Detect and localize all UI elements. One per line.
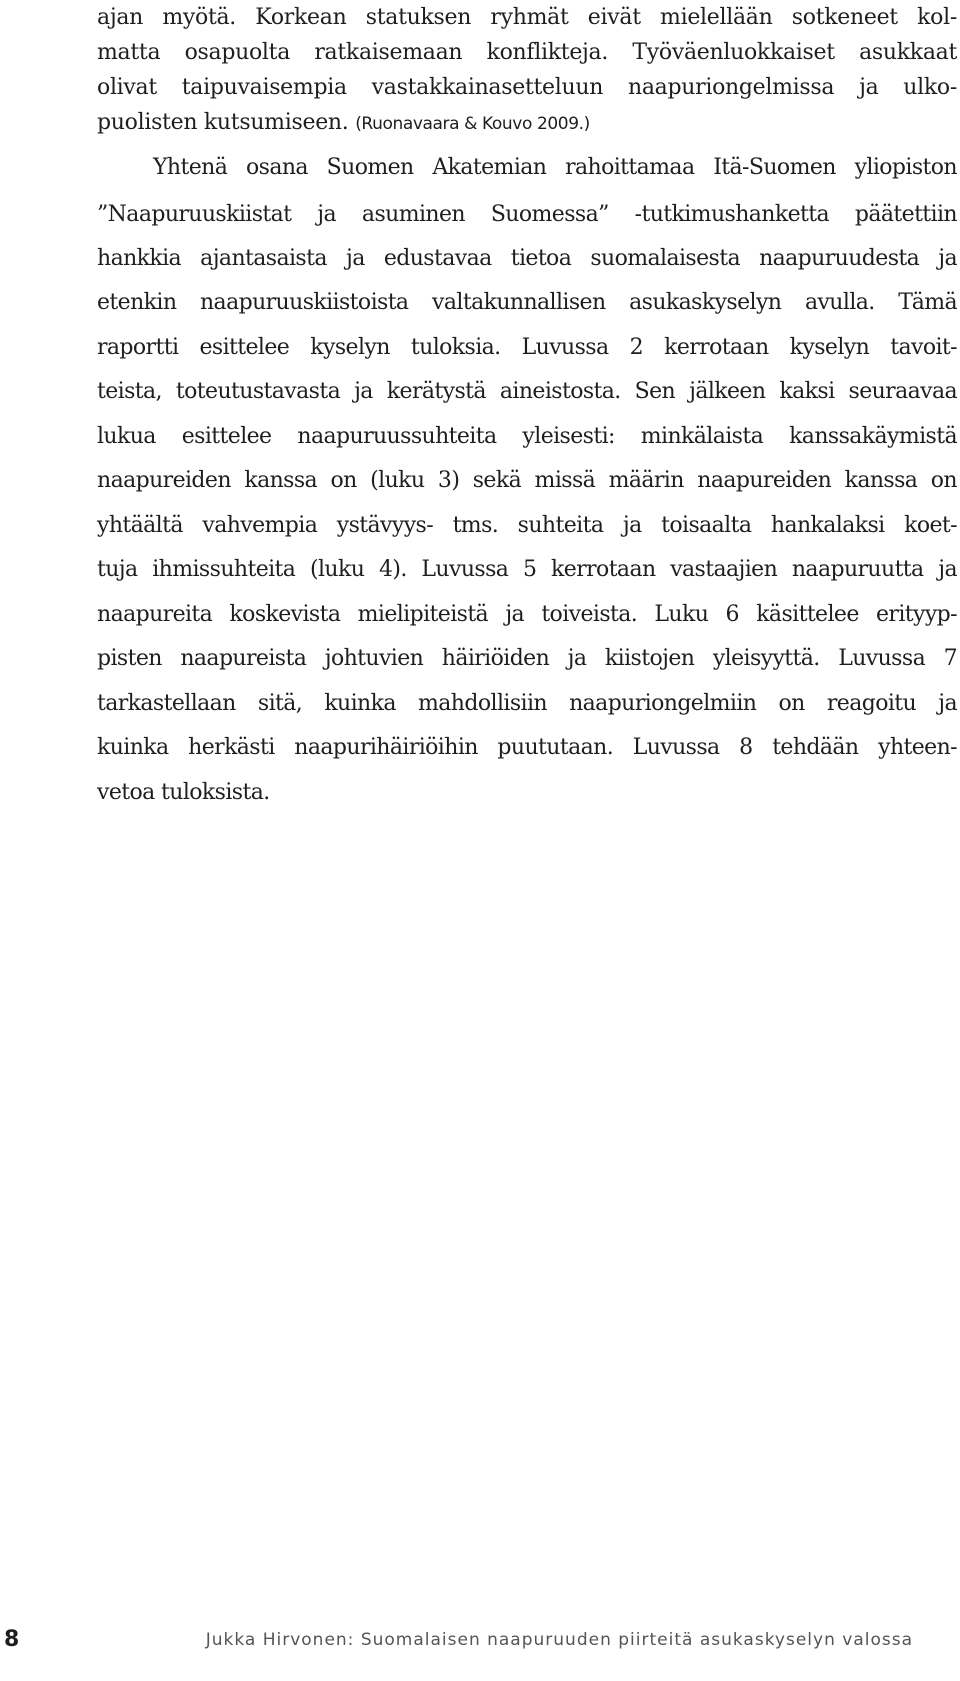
text-line: naapureiden kanssa on (luku 3) sekä missä määrin naapureiden kanssa on [97, 468, 957, 493]
text-line: vetoa tuloksista. [97, 780, 270, 805]
text-line: Yhtenä osana Suomen Akatemian rahoittamaa Itä-Suomen yliopiston [153, 155, 957, 180]
text-line: lukua esittelee naapuruussuhteita yleisesti: minkälaista kanssakäymistä [97, 424, 957, 449]
paragraph-1 [97, 0, 957, 140]
text-line: yhtäältä vahvempia ystävyys- tms. suhteita ja toisaalta hankalaksi koet- [97, 513, 957, 538]
text-line: ajan myötä. Korkean statuksen ryhmät eivät mielellään sotkeneet kol- [97, 5, 957, 30]
text-line: teista, toteutustavasta ja kerätystä aineistosta. Sen jälkeen kaksi seuraavaa [97, 379, 957, 404]
page-number: 8 [4, 1627, 20, 1652]
text-line: matta osapuolta ratkaisemaan konflikteja. Työväenluokkaiset asukkaat [97, 40, 957, 65]
citation: (Ruonavaara & Kouvo 2009.) [355, 114, 590, 134]
text-line: naapureita koskevista mielipiteistä ja toiveista. Luku 6 käsittelee erityyp- [97, 602, 957, 627]
text-line-content: puolisten kutsumiseen. [97, 110, 349, 135]
text-line: etenkin naapuruuskiistoista valtakunnallisen asukaskyselyn avulla. Tämä [97, 290, 957, 315]
text-line: kuinka herkästi naapurihäiriöihin puututaan. Luvussa 8 tehdään yhteen- [97, 735, 957, 760]
page-body [97, 0, 957, 810]
text-line: tarkastellaan sitä, kuinka mahdollisiin naapuriongelmiin on reagoitu ja [97, 691, 957, 716]
page-footer [0, 1620, 960, 1660]
text-line: olivat taipuvaisempia vastakkainasetteluun naapuriongelmissa ja ulko- [97, 75, 957, 100]
text-line: pisten naapureista johtuvien häiriöiden ja kiistojen yleisyyttä. Luvussa 7 [97, 646, 957, 671]
text-line: raportti esittelee kyselyn tuloksia. Luvussa 2 kerrotaan kyselyn tavoit- [97, 335, 957, 360]
text-line: ”Naapuruuskiistat ja asuminen Suomessa” -tutkimushanketta päätettiin [97, 202, 957, 227]
text-line: tuja ihmissuhteita (luku 4). Luvussa 5 kerrotaan vastaajien naapuruutta ja [97, 557, 957, 582]
text-line: hankkia ajantasaista ja edustavaa tietoa suomalaisesta naapuruudesta ja [97, 246, 957, 271]
text-line [97, 105, 957, 140]
running-footer-title: Jukka Hirvonen: Suomalaisen naapuruuden piirteitä asukaskyselyn valossa [205, 1630, 913, 1650]
paragraph-2 [97, 150, 957, 810]
